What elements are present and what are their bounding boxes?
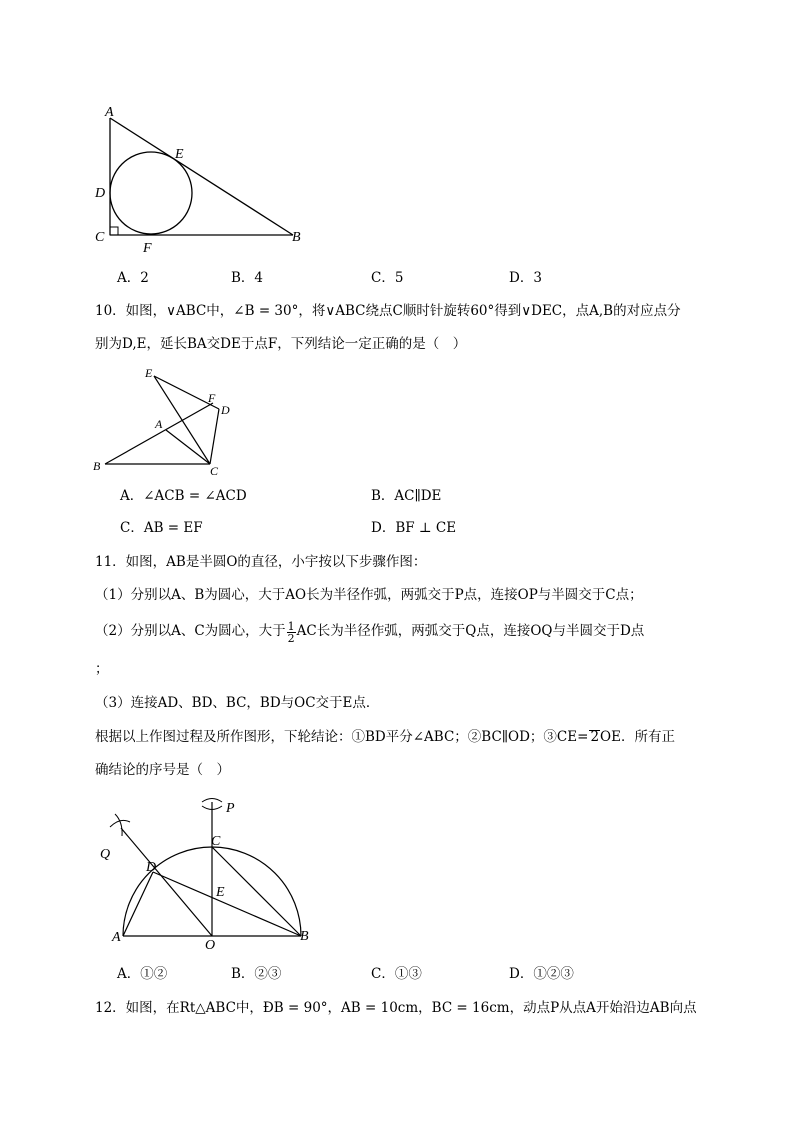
label-E: E xyxy=(175,147,184,162)
label-D: D xyxy=(221,403,230,417)
q11-option-b: B．②③ xyxy=(231,966,282,982)
label-A: A xyxy=(155,417,163,431)
q10-option-a: A．∠ACB = ∠ACD xyxy=(120,488,247,504)
q11-conclusion-b: OE．所有正 xyxy=(600,729,675,745)
q9-option-a: A．2 xyxy=(117,270,149,286)
figure-rotation xyxy=(88,362,248,477)
q10-stem-line1: 10．如图，∨ABC中，∠B = 30°，将∨ABC绕点C顺时针旋转60°得到∨DEC，点A,B的对应点分 xyxy=(95,303,681,319)
q11-option-d: D．①②③ xyxy=(509,966,574,982)
q11-step2-b: AC长为半径作弧，两弧交于Q点，连接OQ与半圆交于D点 xyxy=(296,623,645,640)
label-A: A xyxy=(112,930,121,945)
q11-conclusion-a: 根据以上作图过程及所作图形，下轮结论：①BD平分∠ABC；②BC∥OD；③CE= xyxy=(95,729,589,745)
label-D: D xyxy=(146,860,157,875)
q10-option-c: C．AB = EF xyxy=(120,520,203,536)
label-D: D xyxy=(95,186,106,201)
q11-option-a: A．①② xyxy=(117,966,168,982)
label-C: C xyxy=(211,834,221,849)
q9-option-c: C．5 xyxy=(371,270,404,286)
figure-semicircle-construction xyxy=(95,792,320,952)
q10-stem-line2: 别为D,E，延长BA交DE于点F，下列结论一定正确的是（ ） xyxy=(95,336,467,352)
label-E: E xyxy=(216,885,225,900)
label-Q: Q xyxy=(100,847,111,862)
q11-step2-tail: ； xyxy=(95,661,109,677)
q11-question: 确结论的序号是（ ） xyxy=(95,762,230,778)
half-fraction: $\frac{1}{2}$ xyxy=(287,619,295,645)
q11-step2-a: （2）分别以A、C为圆心，大于 xyxy=(95,623,286,640)
label-C: C xyxy=(95,230,105,245)
q9-option-b: B．4 xyxy=(231,270,264,286)
q10-option-b: B．AC∥DE xyxy=(371,488,442,504)
label-A: A xyxy=(105,105,114,120)
q11-step2 xyxy=(95,620,644,644)
sqrt-two: 2 xyxy=(590,729,600,745)
label-E: E xyxy=(145,366,153,380)
q11-step1: （1）分别以A、B为圆心，大于AO长为半径作弧，两弧交于P点，连接OP与半圆交于C点； xyxy=(95,587,643,603)
q11-intro: 11．如图，AB是半圆O的直径，小宇按以下步骤作图： xyxy=(95,554,427,570)
label-B: B xyxy=(93,459,101,473)
q9-option-d: D．3 xyxy=(509,270,542,286)
q11-option-c: C．①③ xyxy=(371,966,422,982)
label-F: F xyxy=(208,391,216,405)
label-F: F xyxy=(143,241,152,255)
q10-option-d: D．BF ⊥ CE xyxy=(371,520,457,536)
label-B: B xyxy=(300,929,309,944)
q12-stem-line1: 12．如图，在Rt△ABC中，ÐB = 90°，AB = 10cm，BC = 16cm，动点P从点A开始沿边AB向点 xyxy=(95,1000,697,1016)
label-B: B xyxy=(292,230,301,245)
label-O: O xyxy=(205,938,216,952)
figure-incircle-triangle xyxy=(85,100,315,255)
label-C: C xyxy=(210,464,219,477)
q11-conclusion xyxy=(95,730,675,745)
q11-step3: （3）连接AD、BD、BC，BD与OC交于E点． xyxy=(95,695,380,711)
label-P: P xyxy=(226,801,235,816)
